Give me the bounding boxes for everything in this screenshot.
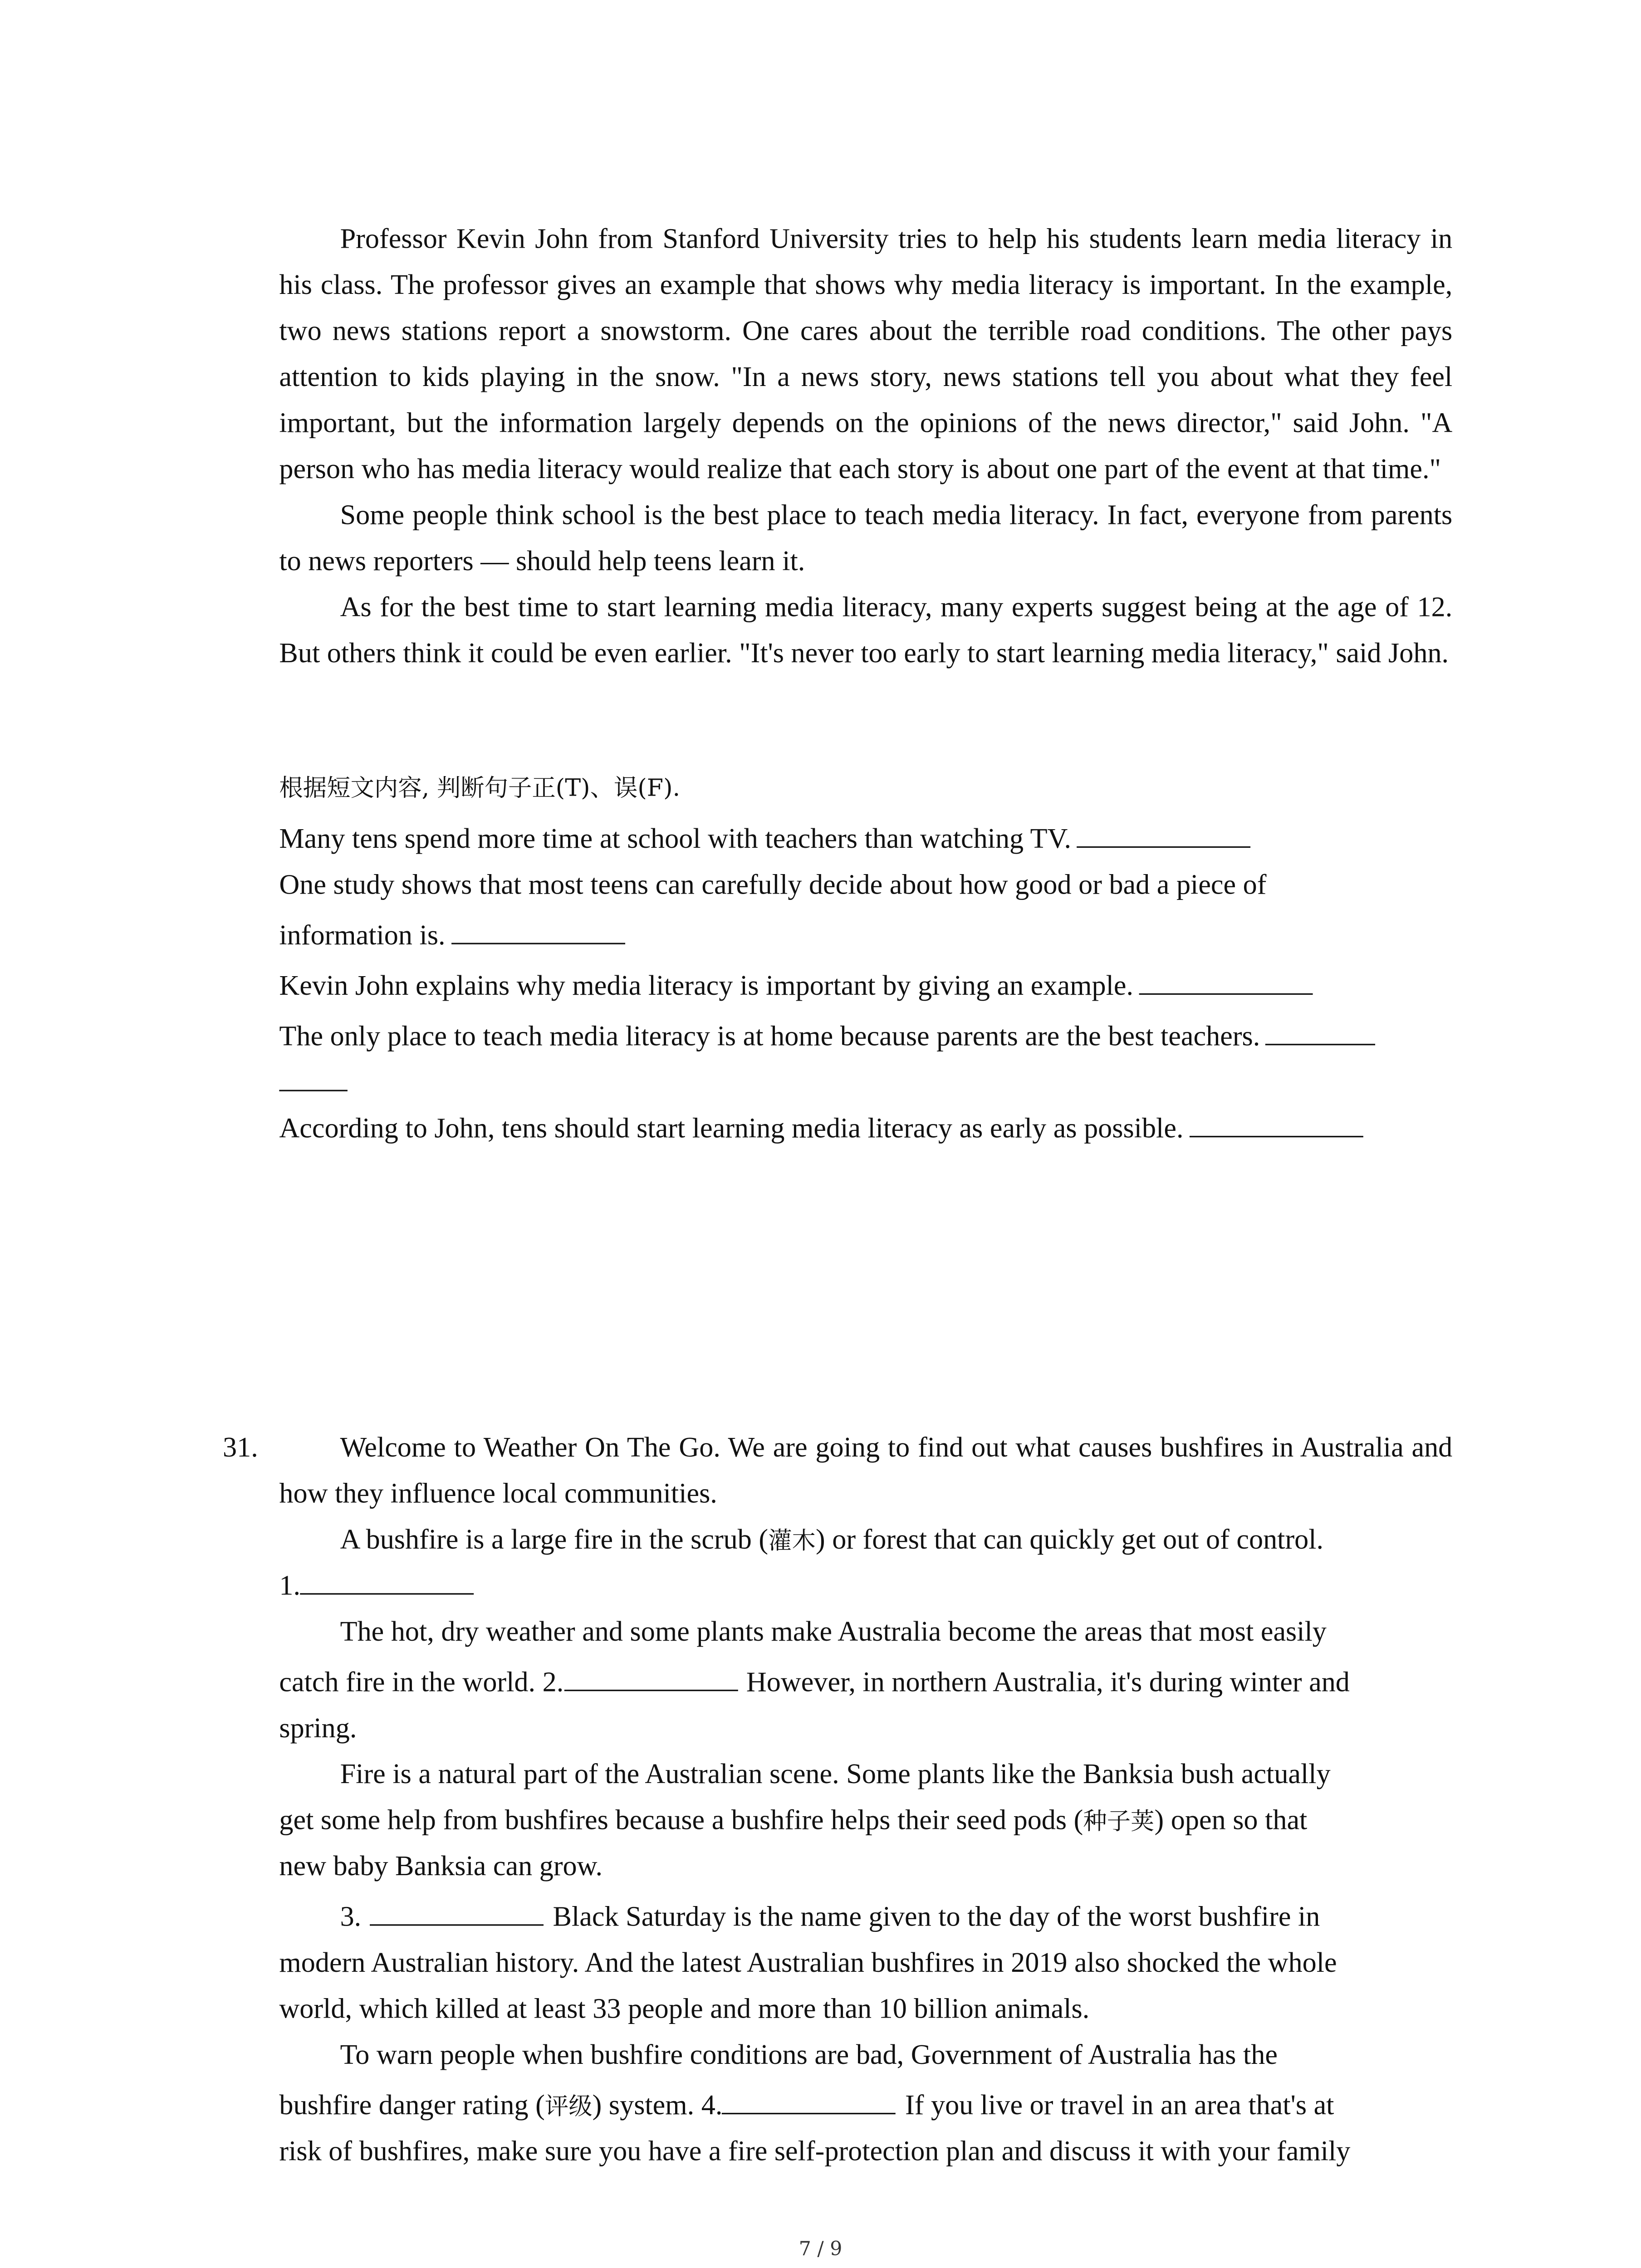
passage-line: world, which killed at least 33 people and more than 10 billion animals. bbox=[279, 1994, 1090, 2025]
tf-statement-5: According to John, tens should start learning media literacy as early as possible. bbox=[279, 1106, 1452, 1152]
passage-line: new baby Banksia can grow. bbox=[279, 1851, 603, 1883]
passage-paragraph: A bushfire is a large fire in the scrub (灌木) or forest that can quickly get out of control. bbox=[340, 1525, 1324, 1556]
true-false-section bbox=[279, 765, 1452, 1152]
passage-line: get some help from bushfires because a bushfire helps their seed pods (种子荚) open so that bbox=[279, 1805, 1308, 1837]
answer-blank[interactable] bbox=[1139, 967, 1313, 995]
tf-statement-4-blank-cont bbox=[279, 1060, 1452, 1106]
passage-line: 3. Black Saturday is the name given to the day of the worst bushfire in bbox=[279, 1895, 1452, 1941]
passage-paragraph: Welcome to Weather On The Go. We are going to find out what causes bushfires in Australia and how they influence local communities. bbox=[279, 1432, 1453, 1510]
passage-line: The hot, dry weather and some plants make Australia become the areas that most easily bbox=[340, 1617, 1327, 1648]
blank-line-1: 1. bbox=[279, 1564, 1452, 1609]
answer-blank-1[interactable] bbox=[300, 1566, 474, 1594]
passage-bushfires bbox=[279, 1425, 1452, 2175]
passage-paragraph: Some people think school is the best place to teach media literacy. In fact, everyone from parents to news reporters — should help teens learn it. bbox=[279, 500, 1453, 578]
tf-statement-2: One study shows that most teens can carefully decide about how good or bad a piece of bbox=[279, 870, 1267, 901]
answer-blank[interactable] bbox=[1190, 1109, 1363, 1137]
passage-line: To warn people when bushfire conditions are bad, Government of Australia has the bbox=[340, 2040, 1278, 2072]
passage-line: bushfire danger rating (评级) system. 4. If you live or travel in an area that's at bbox=[279, 2083, 1452, 2129]
answer-blank-4[interactable] bbox=[722, 2086, 896, 2114]
answer-blank[interactable] bbox=[279, 1063, 348, 1091]
passage-line: catch fire in the world. 2. However, in northern Australia, it's during winter and bbox=[279, 1660, 1452, 1706]
question-number: 31. bbox=[222, 1432, 258, 1464]
answer-blank[interactable] bbox=[1266, 1017, 1376, 1045]
tf-statement-4: The only place to teach media literacy is at home because parents are the best teachers. bbox=[279, 1014, 1452, 1060]
passage-line: risk of bushfires, make sure you have a fire self-protection plan and discuss it with your family bbox=[279, 2136, 1351, 2168]
answer-blank[interactable] bbox=[1077, 820, 1251, 848]
tf-statement-3: Kevin John explains why media literacy is important by giving an example. bbox=[279, 963, 1452, 1009]
tf-instruction: 根据短文内容, 判断句子正(T)、误(F). bbox=[279, 773, 681, 802]
answer-blank-3[interactable] bbox=[370, 1897, 544, 1926]
tf-statement-2-cont: information is. bbox=[279, 913, 1452, 959]
page-indicator: 7 / 9 bbox=[798, 2239, 843, 2262]
passage-media-literacy bbox=[279, 217, 1452, 677]
passage-paragraph: As for the best time to start learning media literacy, many experts suggest being at the age of 12. But others think it could be even earlier. "It's never too early to start learning media literacy," said John. bbox=[279, 592, 1453, 670]
passage-line: modern Australian history. And the latest Australian bushfires in 2019 also shocked the whole bbox=[279, 1948, 1337, 1980]
tf-statement-1: Many tens spend more time at school with teachers than watching TV. bbox=[279, 816, 1452, 862]
passage-line: Fire is a natural part of the Australian scene. Some plants like the Banksia bush actually bbox=[340, 1759, 1331, 1791]
passage-paragraph: Professor Kevin John from Stanford University tries to help his students learn media literacy in his class. The professor gives an example that shows why media literacy is important. In the example, two news stations report a snowstorm. One cares about the terrible road conditions. The other pays attention to kids playing in the snow. "In a news story, news stations tell you about what they feel important, but the information largely depends on the opinions of the news director," said John. "A person who has media literacy would realize that each story is about one part of the event at that time." bbox=[279, 224, 1453, 486]
passage-line: spring. bbox=[279, 1713, 357, 1745]
answer-blank[interactable] bbox=[451, 916, 625, 944]
answer-blank-2[interactable] bbox=[563, 1663, 737, 1691]
